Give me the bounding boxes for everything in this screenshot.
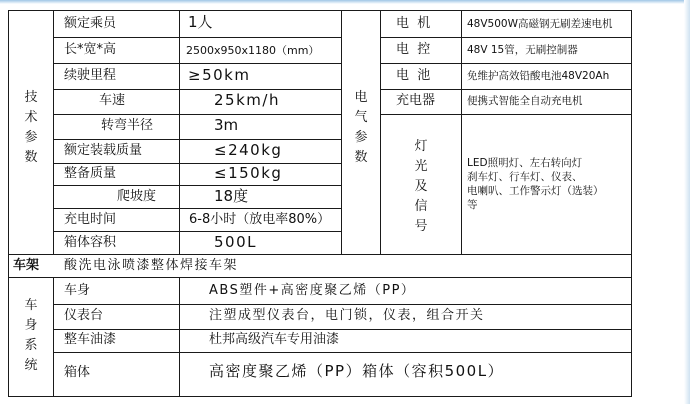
body-value-dashboard: 注塑成型仪表台，电门锁，仪表，组合开关 (209, 308, 485, 323)
electric-label-battery: 电 池 (396, 68, 431, 83)
electric-label-charger: 充电器 (396, 93, 436, 108)
tech-label-seats: 额定乘员 (64, 16, 117, 31)
tech-label-curb-weight: 整备质量 (64, 166, 117, 181)
body-value-shell: ABS塑件+高密度聚乙烯（PP） (209, 283, 416, 298)
top-accent-bar (0, 0, 690, 4)
tech-label-rated-load: 额定装载质量 (64, 143, 143, 158)
body-label-box: 箱体 (64, 365, 91, 380)
electric-label-motor: 电 机 (396, 16, 431, 31)
tech-value-curb-weight: ≤150kg (214, 164, 283, 182)
body-system-header: 车 身 系 统 (24, 298, 38, 373)
tech-value-seats: 1人 (188, 13, 213, 31)
tech-value-range: ≥50km (188, 66, 251, 84)
tech-value-rated-load: ≤240kg (214, 141, 283, 159)
body-label-paint: 整车油漆 (64, 332, 117, 347)
tech-value-turning-radius: 3m (214, 116, 239, 134)
body-value-paint: 杜邦高级汽车专用油漆 (209, 332, 340, 347)
tech-label-speed: 车速 (99, 93, 126, 108)
frame-header: 车架 (13, 258, 40, 273)
frame-value: 酸洗电泳喷漆整体焊接车架 (64, 258, 239, 273)
tech-label-dimensions: 长*宽*高 (64, 42, 117, 57)
tech-value-volume: 500L (214, 233, 257, 251)
body-value-box: 高密度聚乙烯（PP）箱体（容积500L） (209, 362, 505, 380)
electric-value-battery: 免维护高效铅酸电池48V20Ah (467, 70, 610, 82)
lamps-header: 灯 光 及 信 号 (414, 139, 428, 234)
electric-value-motor: 48V500W高磁钢无刷差速电机 (467, 18, 613, 30)
tech-value-climbing: 18度 (214, 187, 249, 205)
body-label-dashboard: 仪表台 (64, 308, 104, 323)
tech-params-header: 技 术 参 数 (24, 90, 38, 165)
tech-value-dimensions: 2500x950x1180（mm） (186, 44, 320, 57)
electric-params-header: 电 气 参 数 (354, 90, 368, 165)
electric-label-controller: 电 控 (396, 42, 431, 57)
tech-label-turning-radius: 转弯半径 (101, 118, 154, 133)
electric-value-charger: 便携式智能全自动充电机 (467, 95, 583, 107)
lamps-value: LED照明灯、左右转向灯 刹车灯、行车灯、仪表、 电喇叭、工作警示灯（选装） 等 (467, 157, 604, 211)
tech-label-range: 续驶里程 (64, 68, 117, 83)
tech-value-speed: 25km/h (214, 91, 280, 109)
body-label-shell: 车身 (64, 283, 91, 298)
right-accent-bar (684, 0, 690, 404)
electric-value-controller: 48V 15管，无刷控制器 (467, 44, 578, 56)
tech-value-charge-time: 6-8小时（放电率80%） (189, 212, 331, 227)
tech-label-climbing: 爬坡度 (117, 189, 157, 204)
tech-label-volume: 箱体容积 (64, 235, 117, 250)
tech-label-charge-time: 充电时间 (64, 212, 117, 227)
